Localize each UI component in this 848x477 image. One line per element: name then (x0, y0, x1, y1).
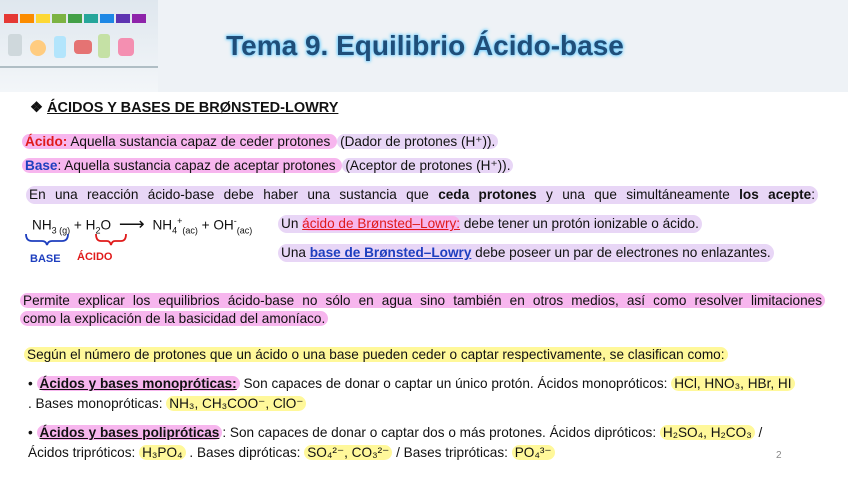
page-title: Tema 9. Equilibrio Ácido-base (226, 30, 624, 61)
base-brace (26, 234, 68, 245)
diamond-bullet-icon: ❖ (30, 100, 43, 116)
monoprotic-acids: HCl, HNO₃, HBr, HI (671, 376, 794, 391)
acido-paren: (Dador de protones (H⁺)). (337, 134, 498, 149)
reaction-equation: $NH_{3 (g)} + H_2O$ ⟶ $NH_4^+_{(ac)} + OH^-_{(ac)}$ (32, 213, 253, 236)
monoproticas-item: • Ácidos y bases monopróticas: Son capaces de donar o captar un único protón. Ácidos monopróticos: HCl, HNO₃, HBr, HI . Bases monopróticas: NH₃, CH₃COO⁻, ClO⁻ (28, 375, 828, 413)
bl-base-definition: Una base de Brønsted–Lowry debe poseer un par de electrones no enlazantes. (278, 244, 774, 262)
base-text: : Aquella sustancia capaz de aceptar protones (57, 158, 340, 173)
reaction-braces (24, 232, 144, 246)
classification-intro: Según el número de protones que un ácido o una base pueden ceder o captar respectivamente, se clasifican como: (24, 346, 728, 364)
base-term: Base (25, 158, 58, 173)
poliproticas-term: Ácidos y bases polipróticas (37, 425, 223, 440)
diprotic-bases: SO₄²⁻, CO₃²⁻ (304, 445, 392, 460)
base-label: BASE (30, 253, 61, 265)
page-number: 2 (776, 450, 782, 461)
bl-acid-definition: Un ácido de Brønsted–Lowry: debe tener un protón ionizable o ácido. (278, 215, 702, 233)
bl-acid-term: ácido de Brønsted–Lowry: (302, 216, 461, 231)
acido-brace (96, 234, 126, 245)
bl-base-term: base de Brønsted–Lowry (309, 245, 472, 260)
acido-text: Aquella sustancia capaz de ceder protones (67, 134, 335, 149)
bullet-icon: • (28, 425, 33, 440)
explanation-paragraph: Permite explicar los equilibrios ácido-base no sólo en agua sino también en otros medios, así como resolver limitaciones como la explicación de la basicidad del amoníaco. (20, 292, 825, 328)
acido-label: ÁCIDO (77, 251, 113, 263)
section-heading-text: ÁCIDOS Y BASES DE BRØNSTED-LOWRY (47, 100, 339, 116)
header-thumbnail-image (0, 0, 158, 92)
section-heading (30, 99, 338, 117)
monoprotic-bases: NH₃, CH₃COO⁻, ClO⁻ (166, 396, 306, 411)
base-paren: (Aceptor de protones (H⁺)). (342, 158, 513, 173)
acido-definition (22, 133, 498, 151)
diprotic-acids: H₂SO₄, H₂CO₃ (660, 425, 755, 440)
right-arrow-icon: ⟶ (118, 213, 145, 234)
poliproticas-item: • Ácidos y bases polipróticas : Son capaces de donar o captar dos o más protones. Ácidos dipróticos: H₂SO₄, H₂CO₃ / Ácidos tripróticos: H₃PO₄ . Bases dipróticas: SO₄²⁻, CO₃²⁻ / Bases tripróticas: PO₄³⁻ (28, 425, 763, 460)
acido-term: Ácido: (25, 134, 68, 149)
triprotic-acids: H₃PO₄ (139, 445, 186, 460)
bullet-icon: • (28, 376, 33, 391)
triprotic-bases: PO₄³⁻ (512, 445, 555, 460)
monoproticas-term: Ácidos y bases monopróticas: (37, 376, 240, 391)
base-definition (22, 157, 513, 175)
reaction-paragraph: En una reacción ácido-base debe haber una sustancia que ceda protones y una que simultáneamente los acepte: (26, 186, 818, 204)
